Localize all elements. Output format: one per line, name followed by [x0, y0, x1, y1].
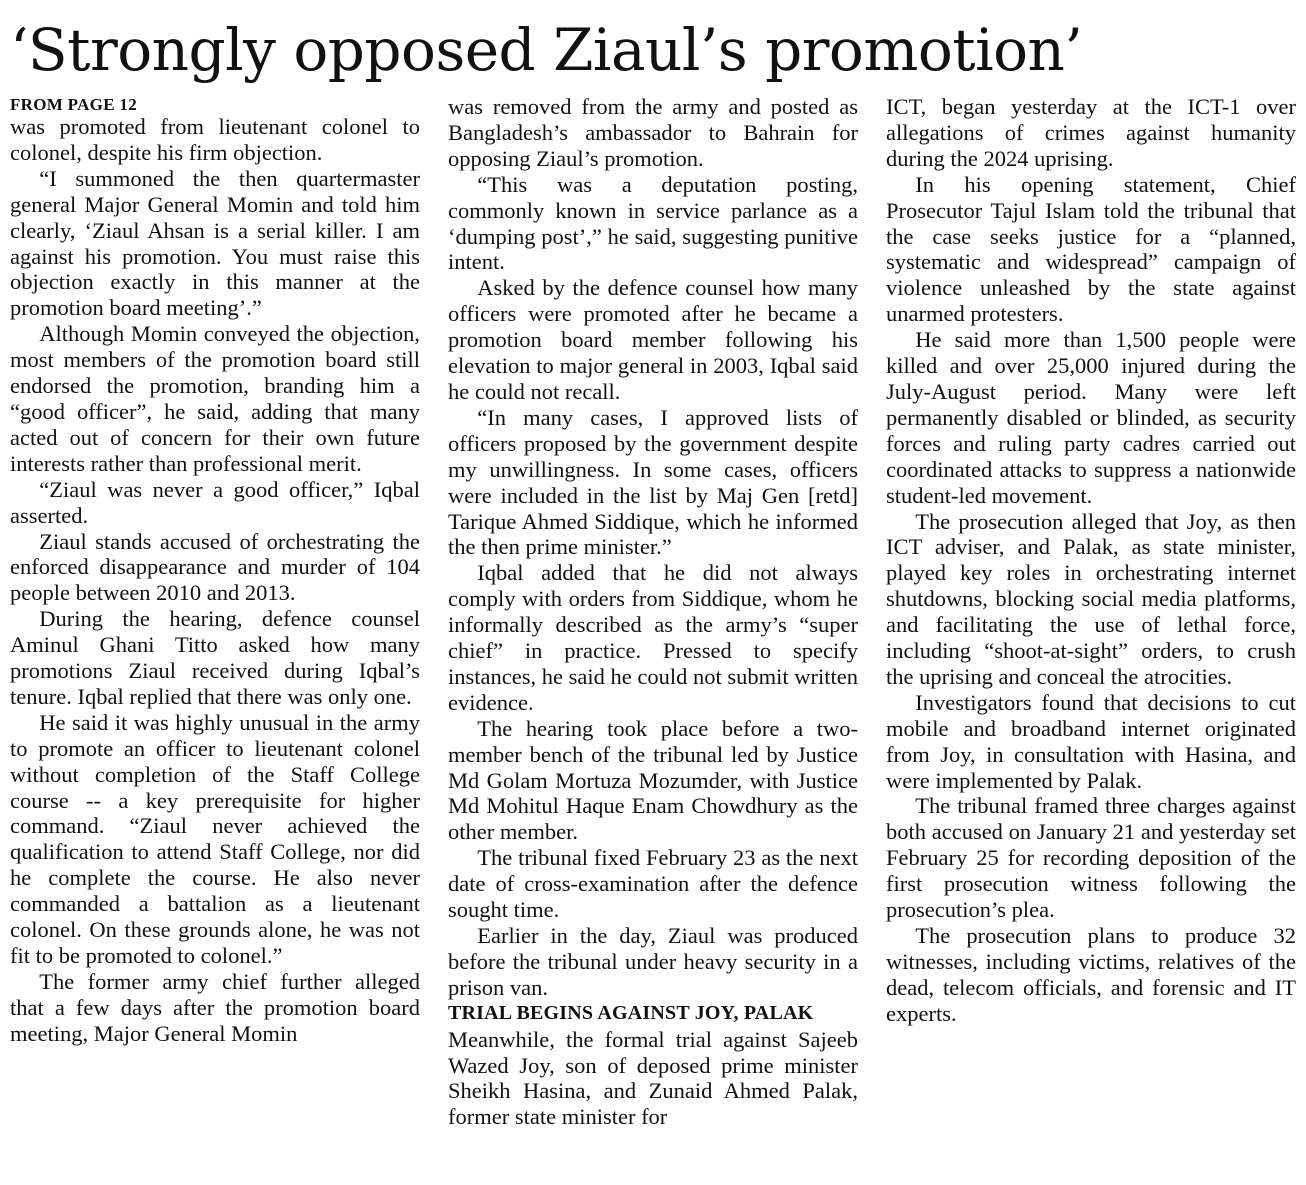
paragraph: The tribunal framed three charges against both accused on January 21 and yesterday set February 25 for recording deposition of the first prosecution witness following the prosecution’s plea.	[886, 793, 1296, 923]
paragraph: was promoted from lieutenant colonel to colonel, despite his firm objection.	[10, 114, 420, 165]
paragraph: “Ziaul was never a good officer,” Iqbal asserted.	[10, 476, 420, 528]
paragraph: was removed from the army and posted as Bangladesh’s ambassador to Bahrain for opposing Ziaul’s promotion.	[448, 94, 858, 171]
paragraph: Iqbal added that he did not always comply with orders from Siddique, whom he informally described as the army’s “super chief” in practice. Pressed to specify instances, he said he could not submit written evidence.	[448, 560, 858, 715]
article-body	[10, 94, 1296, 1130]
paragraph: During the hearing, defence counsel Aminul Ghani Titto asked how many promotions Ziaul received during Iqbal’s tenure. Iqbal replied that there was only one.	[10, 606, 420, 709]
paragraph: Asked by the defence counsel how many officers were promoted after he became a promotion board member following his elevation to major general in 2003, Iqbal said he could not recall.	[448, 275, 858, 404]
paragraph: The former army chief further alleged that a few days after the promotion board meeting, Major General Momin	[10, 968, 420, 1046]
paragraph: In his opening statement, Chief Prosecutor Tajul Islam told the tribunal that the case seeks justice for a “planned, systematic and widespread” campaign of violence unleashed by the state against unarmed protesters.	[886, 171, 1296, 327]
paragraph: The prosecution plans to produce 32 witnesses, including victims, relatives of the dead, telecom officials, and forensic and IT experts.	[886, 923, 1296, 1026]
paragraph: Earlier in the day, Ziaul was produced before the tribunal under heavy security in a prison van.	[448, 923, 858, 1000]
paragraph: He said more than 1,500 people were killed and over 25,000 injured during the July-August period. Many were left permanently disabled or blinded, as security forces and ruling party cadres carried out coordinated attacks to suppress a nationwide student-led movement.	[886, 327, 1296, 508]
column-2	[448, 94, 858, 1130]
paragraph: ICT, began yesterday at the ICT-1 over allegations of crimes against humanity during the 2024 uprising.	[886, 94, 1296, 171]
paragraph: He said it was highly unusual in the army to promote an officer to lieutenant colonel without completion of the Staff College course -- a key prerequisite for higher command. “Ziaul never achieved the qualification to attend Staff College, nor did he complete the course. He also never commanded a battalion as a lieutenant colonel. On these grounds alone, he was not fit to be promoted to colonel.”	[10, 709, 420, 968]
column-1	[10, 94, 420, 1130]
column-3	[886, 94, 1296, 1130]
paragraph: Although Momin conveyed the objection, most members of the promotion board still endorsed the promotion, branding him a “good officer”, he said, adding that many acted out of concern for their own future interests rather than professional merit.	[10, 321, 420, 476]
paragraph: “In many cases, I approved lists of officers proposed by the government despite my unwillingness. In some cases, officers were included in the list by Maj Gen [retd] Tarique Ahmed Siddique, which he informed the then prime minister.”	[448, 404, 858, 560]
continuation-kicker: FROM PAGE 12	[10, 95, 137, 114]
section-subhead: TRIAL BEGINS AGAINST JOY, PALAK	[448, 1001, 814, 1024]
paragraph: Meanwhile, the formal trial against Sajeeb Wazed Joy, son of deposed prime minister Sheikh Hasina, and Zunaid Ahmed Palak, former state minister for	[448, 1026, 858, 1130]
paragraph: “This was a deputation posting, commonly known in service parlance as a ‘dumping post’,” he said, suggesting punitive intent.	[448, 171, 858, 275]
paragraph: The tribunal fixed February 23 as the next date of cross-examination after the defence sought time.	[448, 845, 858, 923]
paragraph: Investigators found that decisions to cut mobile and broadband internet originated from Joy, in consultation with Hasina, and were implemented by Palak.	[886, 689, 1296, 793]
headline: ‘Strongly opposed Ziaul’s promotion’	[10, 16, 1083, 84]
paragraph: The hearing took place before a two-member bench of the tribunal led by Justice Md Golam Mortuza Mozumder, with Justice Md Mohitul Haque Enam Chowdhury as the other member.	[448, 715, 858, 845]
paragraph: The prosecution alleged that Joy, as then ICT adviser, and Palak, as state minister, played key roles in orchestrating internet shutdowns, blocking social media platforms, and facilitating the use of lethal force, including “shoot-at-sight” orders, to crush the uprising and conceal the atrocities.	[886, 508, 1296, 689]
paragraph: Ziaul stands accused of orchestrating the enforced disappearance and murder of 104 people between 2010 and 2013.	[10, 528, 420, 606]
paragraph: “I summoned the then quartermaster general Major General Momin and told him clearly, ‘Ziaul Ahsan is a serial killer. I am against his promotion. You must raise this objection exactly in this manner at the promotion board meeting’.”	[10, 165, 420, 321]
